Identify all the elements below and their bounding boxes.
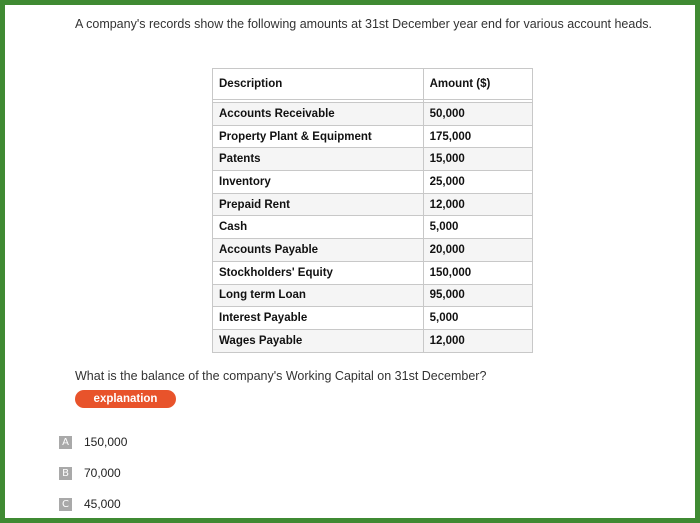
row-amount: 25,000 bbox=[423, 171, 532, 194]
row-amount: 150,000 bbox=[423, 261, 532, 284]
table-row bbox=[213, 329, 533, 352]
table-row bbox=[213, 125, 533, 148]
table-row bbox=[213, 148, 533, 171]
row-amount: 95,000 bbox=[423, 284, 532, 307]
header-description: Description bbox=[213, 69, 424, 100]
option-letter-badge: B bbox=[59, 467, 72, 480]
answer-option-b[interactable] bbox=[59, 466, 121, 480]
option-value: 45,000 bbox=[84, 497, 121, 511]
row-description: Patents bbox=[213, 148, 424, 171]
table-header-row bbox=[213, 69, 533, 100]
row-amount: 50,000 bbox=[423, 103, 532, 126]
table-row bbox=[213, 216, 533, 239]
table-row bbox=[213, 307, 533, 330]
header-amount: Amount ($) bbox=[423, 69, 532, 100]
table-row bbox=[213, 261, 533, 284]
row-description: Stockholders' Equity bbox=[213, 261, 424, 284]
table-row bbox=[213, 171, 533, 194]
row-description: Wages Payable bbox=[213, 329, 424, 352]
table-row bbox=[213, 193, 533, 216]
row-amount: 5,000 bbox=[423, 307, 532, 330]
row-amount: 5,000 bbox=[423, 216, 532, 239]
row-description: Interest Payable bbox=[213, 307, 424, 330]
row-amount: 20,000 bbox=[423, 239, 532, 262]
row-description: Property Plant & Equipment bbox=[213, 125, 424, 148]
row-description: Long term Loan bbox=[213, 284, 424, 307]
row-amount: 175,000 bbox=[423, 125, 532, 148]
row-description: Accounts Payable bbox=[213, 239, 424, 262]
option-value: 70,000 bbox=[84, 466, 121, 480]
row-description: Cash bbox=[213, 216, 424, 239]
option-letter-badge: C bbox=[59, 498, 72, 511]
intro-text: A company's records show the following amounts at 31st December year end for various account heads. bbox=[75, 17, 652, 31]
option-letter-badge: A bbox=[59, 436, 72, 449]
explanation-button[interactable]: explanation bbox=[75, 390, 176, 408]
row-amount: 12,000 bbox=[423, 193, 532, 216]
row-amount: 15,000 bbox=[423, 148, 532, 171]
table-row bbox=[213, 103, 533, 126]
account-records-table bbox=[212, 68, 533, 353]
answer-option-c[interactable] bbox=[59, 497, 121, 511]
answer-option-a[interactable] bbox=[59, 435, 127, 449]
question-text: What is the balance of the company's Working Capital on 31st December? bbox=[75, 369, 487, 383]
row-description: Accounts Receivable bbox=[213, 103, 424, 126]
row-description: Inventory bbox=[213, 171, 424, 194]
table-row bbox=[213, 284, 533, 307]
table-row bbox=[213, 239, 533, 262]
option-value: 150,000 bbox=[84, 435, 128, 449]
row-description: Prepaid Rent bbox=[213, 193, 424, 216]
row-amount: 12,000 bbox=[423, 329, 532, 352]
